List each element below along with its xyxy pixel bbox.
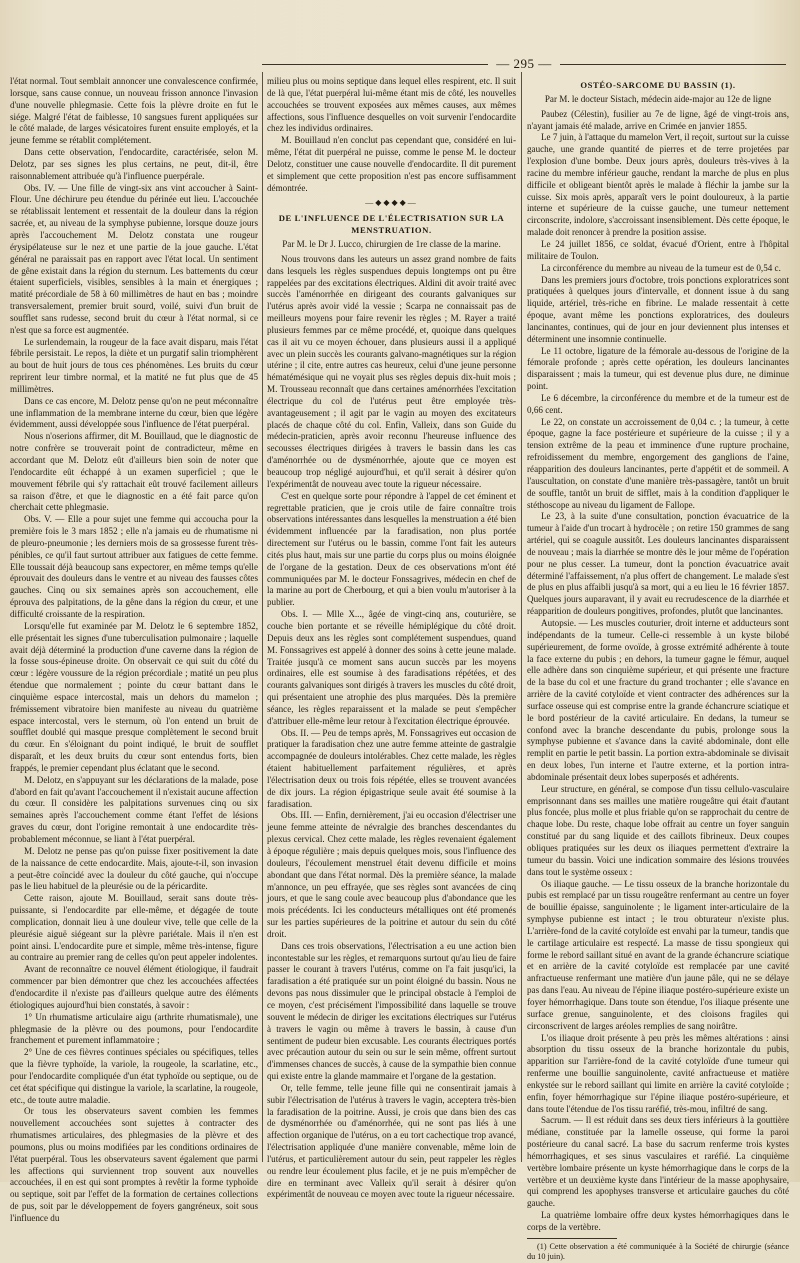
paragraph: Autopsie. — Les muscles couturier, droit interne et adducteurs sont indépendants de la tumeur. Celle-ci ressemble à un kyste bilobé supérieurement, de forme ovoïde, à grosse extrémité adhérente à toute la face externe du pubis ; en dehors, la tumeur gagne le fémur, auquel elle adhère dans son cinquième supérieur, et qui présente une fracture de la base du col et une fracture du grand trochanter ; elle s'avance en arrière de la cavité cotyloïde et vient contracter des adhérences sur la surface osseuse qui est comprise entre la grande échancrure sciatique et le bord postérieur de la cavité articulaire. En dedans, la tumeur se confond avec la branche descendante du pubis, prolonge sous la symphyse pubienne et s'avance dans la cavité abdominale, dont elle remplit en partie le petit bassin. La portion extra-abdominale se divisait en deux lobes, l'un interne et l'autre externe, et la portion intra-abdominale présentait deux lobes superposés et adhérents.: [527, 617, 789, 782]
paragraph: Obs. III. — Enfin, dernièrement, j'ai eu occasion d'électriser une jeune femme atteinte de névralgie des branches descendantes du plexus cervical. Chez cette malade, les règles revenaient également à époque régulière ; mais depuis quelques mois, sous l'influence des douleurs, l'écoulement menstruel était devenu difficile et moins abondant que dans l'état normal. Dès la première séance, la malade m'annonce, un peu effrayée, que ses règles sont avancées de cinq jours, et que le sang coule avec beaucoup plus d'abondance que les mois précédents. Ici les conducteurs métalliques ont été promenés sur les parties supérieures de la poitrine et autour du sein du côté droit.: [267, 810, 516, 939]
paragraph: milieu plus ou moins septique dans lequel elles respirent, etc. Il suit de là que, l'état puerpéral lui-même étant mis de côté, les nouvelles accouchées se trouvent exposées aux mêmes causes, aux mêmes affections, sous l'influence desquelles on voit survenir l'endocardite chez les individus ordinaires.: [267, 76, 516, 134]
header-rule-left: [262, 64, 488, 65]
paragraph: Dans les premiers jours d'octobre, trois ponctions exploratrices sont pratiquées à quelques jours d'intervalle, et donnent issue à du sang liquide, artériel, très-riche en fibrine. Le malade ressentait à cette époque, avant même les ponctions exploratrices, des douleurs lancinantes, continues, qui de jour en jour deviennent plus intenses et déterminent une insomnie continuelle.: [527, 274, 789, 344]
section-author: Par M. le docteur Sistach, médecin aide-major au 12e de ligne: [544, 93, 772, 104]
page-header: [262, 56, 786, 72]
paragraph: Le 22, on constate un accroissement de 0,04 c. ; la tumeur, à cette époque, gagne la face postérieure et supérieure de la cuisse ; il y a tension extrême de la peau et imminence d'une rupture prochaine, refroidissement du membre, engorgement des ganglions de l'aine, réapparition des douleurs lancinantes, perte d'appétit et de sommeil. A l'auscultation, on constate d'une manière très-passagère, tantôt un bruit de souffle, tantôt un bruit de sifflet, mais à la condition d'appliquer le stéthoscope au niveau du ligament de Fallope.: [527, 416, 789, 510]
paragraph: 1° Un rhumatisme articulaire aigu (arthrite rhumatismale), une phlegmasie de la plèvre ou des poumons, pour l'endocardite franchement et purement inflammatoire ;: [10, 1011, 258, 1046]
paragraph: M. Delotz ne pense pas qu'on puisse fixer positivement la date de la naissance de cette endocardite. Mais, ajoute-t-il, son invasion a peut-être coïncidé avec la douleur du côté gauche, qui n'occupe pas le lieu habituel de la pleurésie ou de la péricardite.: [10, 845, 258, 892]
paragraph: Le 6 décembre, la circonférence du membre et de la tumeur est de 0,66 cent.: [527, 392, 789, 415]
paragraph: Dans ce cas encore, M. Delotz pense qu'on ne peut méconnaître une inflammation de la membrane interne du cœur, bien que légère évidemment, aussi développée sous l'influence de l'état puerpéral.: [10, 395, 258, 430]
paragraph: 2° Une de ces fièvres continues spéciales ou spécifiques, telles que la fièvre typhoïde, la variole, la rougeole, la scarlatine, etc., pour l'endocardite compliquée d'un état typhoïde ou septique, ou de cet état spécifique qui distingue la variole, la scarlatine, la rougeole, etc., de toute autre maladie.: [10, 1047, 258, 1105]
paragraph: Cette raison, ajoute M. Bouillaud, serait sans doute très-puissante, si l'endocardite par elle-même, et dégagée de toute complication, donnait lieu à une douleur vive, telle que celle de la pleurésie aiguë siégeant sur la plèvre pariétale. Mais il n'en est point ainsi. L'endocardite pure et simple, même très-intense, figure au contraire au premier rang de celles qu'on peut appeler indolentes.: [10, 893, 258, 963]
page-number: — 295 —: [496, 56, 552, 71]
paragraph: Obs. II. — Peu de temps après, M. Fonssagrives eut occasion de pratiquer la faradisation chez une autre femme atteinte de gastralgie accompagnée de douleurs intolérables. Chez cette malade, les règles étaient habituellement parfaitement régulières, et après l'électrisation deux ou trois fois répétée, elles se trouvent avancées de dix jours. La région épigastrique seule avait été soumise à la faradisation.: [267, 727, 516, 809]
paragraph: Le 11 octobre, ligature de la fémorale au-dessous de l'origine de la fémorale profonde ; après cette opération, les douleurs lancinantes disparaissent ; mais la tumeur, qui est devenue plus dure, ne diminue point.: [527, 345, 789, 392]
paragraph: Sacrum. — Il est réduit dans ses deux tiers inférieurs à la gouttière médiane, constituée par la lamelle osseuse, qui forme la paroi postérieure du canal sacré. La base du sacrum renferme trois kystes hémorrhagiques, et ses sinus vasculaires et raréfié. La cinquième vertèbre lombaire présente un kyste hémorrhagique dans le corps de la vertèbre et un deuxième kyste dans l'intérieur de la masse apophysaire, qui comprend les apophyses transverse et articulaire gauches du côté gauche.: [527, 1115, 789, 1209]
paragraph: Os iliaque gauche. — Le tissu osseux de la branche horizontale du pubis est remplacé par un tissu rougeâtre renfermant au centre un foyer de bouillie épaisse, sanguinolente ; le ligament inter-articulaire de la symphyse pubienne est intact ; le trou obturateur n'existe plus. L'arrière-fond de la cavité cotyloïde est envahi par la tumeur, tandis que le cartilage articulaire est respecté. La masse de tissu spongieux qui forme le rebord saillant situé en avant de la grande échancrure sciatique et en arrière de la cavité cotyloïde est remplacée par une cavité anfractueuse renfermant une matière d'un jaune pâle, qui ne se délaye pas dans l'eau. Au niveau de l'épine iliaque postéro-supérieure existe un foyer hémorrhagique. Dans toute son étendue, l'os iliaque présente une surface grenue, sanguinolente, et des cloisons fragiles qui circonscrivent de larges aréoles remplies de sang noirâtre.: [527, 878, 789, 1031]
paragraph: Or tous les observateurs savent combien les femmes nouvellement accouchées sont sujettes à contracter des rhumatismes articulaires, des phlegmasies de la plèvre et des poumons, plus ou moins modifiées par les conditions ordinaires de l'état puerpéral. Tous les observateurs savent également que parmi les affections qui surviennent trop souvent aux nouvelles accouchées, il en est qui sont promptes à revêtir la forme typhoïde ou septique, soit par l'effet de la formation de certaines collections de pus, soit par le développement de foyers gangréneux, soit sous l'influence du: [10, 1106, 258, 1223]
column-left: [10, 76, 258, 1223]
paragraph: Dans ces trois observations, l'électrisation a eu une action bien incontestable sur les règles, et remarquons surtout qu'au lieu de faire passer le courant à travers l'utérus, comme on l'a fait jusqu'ici, la faradisation a été pratiquée sur un point éloigné du bassin. Nous ne devons pas nous dissimuler que le principal obstacle à l'emploi de ce moyen, c'est précisément l'impossibilité dans laquelle se trouve souvent le médecin de diriger les excitations électriques sur l'utérus à travers le vagin ou même à travers le bassin, à cause d'un sentiment de pudeur bien excusable. Les courants électriques portés avec précaution autour du sein ou sur le sein même, offrent surtout d'immenses chances de succès, à cause de la sympathie bien connue qui existe entre la glande mammaire et l'organe de la gestation.: [267, 940, 516, 1082]
section-ornament: —◆◆◆◆—: [365, 198, 418, 208]
paragraph: Or, telle femme, telle jeune fille qui ne consentirait jamais à subir l'électrisation de l'utérus à travers le vagin, acceptera très-bien la faradisation de la poitrine. Aussi, je crois que dans bien des cas de dysménorrhée ou d'aménorrhée, qui ne sont pas liés à une affection organique de l'utérus, on a eu tort cachectique trop avancé, l'électrisation appliquée d'une manière convenable, même loin de l'utérus, et particulièrement autour du sein, peut rappeler les règles ou rendre leur écoulement plus facile, et je ne puis m'empêcher de dire en terminant avec Valleix qu'il serait à désirer qu'on expérimentât de nouveau ce moyen avec toute la rigueur nécessaire.: [267, 1082, 516, 1200]
paragraph: l'état normal. Tout semblait annoncer une convalescence confirmée, lorsque, sans cause connue, un nouveau frisson annonce l'invasion d'une nouvelle phlegmasie. Cette fois la plèvre droite en fut le siége. Malgré l'état de faiblesse, 10 sangsues furent appliquées sur le côté malade, de larges vésicatoires furent ensuite employés, et la jeune femme se rétablit complétement.: [10, 76, 258, 146]
paragraph: C'est en quelque sorte pour répondre à l'appel de cet éminent et regrettable praticien, que je crois utile de faire connaître trois observations intéressantes dans lesquelles la menstruation a été bien évidemment influencée par la faradisation, non plus portée directement sur l'utérus ou le bassin, comme l'ont fait les auteurs cités plus haut, mais sur une partie du corps plus ou moins éloignée de l'organe de la gestation. Deux de ces observations m'ont été communiquées par M. le docteur Fonssagrives, médecin en chef de la marine au port de Cherbourg, et qui a bien voulu m'autoriser à la publier.: [267, 490, 516, 608]
paragraph: La circonférence du membre au niveau de la tumeur est de 0,54 c.: [541, 262, 781, 273]
column-divider-1: [262, 72, 263, 1162]
paragraph: M. Delotz, en s'appuyant sur les déclarations de la malade, pose d'abord en fait qu'avant l'accouchement il n'existait aucune affection du cœur. Il considère les palpitations survenues cinq ou six semaines après l'accouchement comme étant l'effet de lésions graves du cœur, dont l'origine remontait à une endocardite très-probablement méconnue, se liant à l'état puerpéral.: [10, 774, 258, 844]
paragraph: Avant de reconnaître ce nouvel élément étiologique, il faudrait commencer par bien démontrer que chez les accouchées affectées d'endocardite il n'existe pas d'ailleurs quelque autre des éléments étiologiques aujourd'hui bien constatés, à savoir :: [10, 964, 258, 1010]
column-middle: [267, 76, 516, 1200]
paragraph: Obs. I. — Mlle X..., âgée de vingt-cinq ans, couturière, se couche bien portante et se réveille hémiplégique du côté droit. Depuis deux ans les règles sont complétement suspendues, quand M. Fonssagrives est appelé à donner des soins à cette jeune malade. Traitée jusqu'à ce moment sans aucun succès par les moyens ordinaires, elle est soumise à des faradisations répétées, et des courants galvaniques sont dirigés à travers les muscles du côté droit, qui présentaient une atrophie des plus marquées. Dès la première séance, les règles reparaissent et la malade se peut s'empêcher d'attribuer elle-même leur retour à l'excitation électrique éprouvée.: [267, 609, 516, 726]
footnote: (1) Cette observation a été communiquée à la Société de chirurgie (séance du 10 juin).: [527, 1241, 789, 1262]
section-author: Par M. le Dr J. Lucco, chirurgien de 1re classe de la marine.: [282, 238, 501, 249]
paragraph: Obs. IV. — Une fille de vingt-six ans vint accoucher à Saint-Flour. Une déchirure peu étendue du périnée eut lieu. L'accouchée se rétablissait lentement et ressentait de la douleur dans la région sacrée, et, au niveau de la symphyse pubienne, lorsque douze jours après l'accouchement M. Delotz constata une rougeur érysipélateuse sur le nez et une partie de la joue gauche. L'état général ne paraissait pas en rapport avec l'état local. Un sentiment de gêne existait dans la région du sternum. Les battements du cœur étaient superficiels, visibles, sensibles à la main et énergiques ; matité précordiale de 58 à 60 millimètres de haut en bas ; moindre transversalement, premier bruit sourd, voilé, suivi d'un bruit de soufflet sans rudesse, second bruit du cœur à l'état normal, si ce n'est que sa force est augmentée.: [10, 182, 258, 335]
paragraph: Leur structure, en général, se compose d'un tissu cellulo-vasculaire emprisonnant dans ses mailles une matière rougeâtre qui était d'autant plus foncée, plus molle et plus friable qu'on se rapprochait du centre de chaque lobe. Du reste, chaque lobe offrait au centre un foyer sanguin constitué par du sang liquide et des caillots fibrineux. Deux coupes obliques pratiquées sur les deux os iliaques permettent d'extraire la tumeur du bassin. Voici une indication sommaire des lésions trouvées dans tout le système osseux :: [527, 783, 789, 877]
paragraph: Paubez (Célestin), fusilier au 7e de ligne, âgé de vingt-trois ans, n'ayant jamais été malade, arrive en Crimée en janvier 1855.: [527, 108, 789, 131]
section-title: DE L'INFLUENCE DE L'ÉLECTRISATION SUR LA MENSTRUATION.: [278, 213, 505, 236]
section-title: OSTÉO-SARCOME DU BASSIN (1).: [580, 80, 736, 90]
paragraph: Dans cette observation, l'endocardite, caractérisée, selon M. Delotz, par ses signes les plus certains, ne peut, dit-il, être raisonnablement attribuée qu'à l'influence puerpérale.: [10, 147, 258, 181]
paragraph: L'os iliaque droit présente à peu près les mêmes altérations : ainsi absorption du tissu osseux de la branche horizontale du pubis, apparition sur l'arrière-fond de la cavité cotyloïde d'une tumeur qui renferme une bouillie sanguinolente, cavité anfractueuse et matière enkystée sur le rebord saillant qui limite en arrière la cavité cotyloïde ; enfin, foyer hémorrhagique sur l'épine iliaque postéro-supérieure, et dans toute l'étendue de l'os tissu raréfié, très-mou, infiltré de sang.: [527, 1032, 789, 1114]
paragraph: Le 24 juillet 1856, ce soldat, évacué d'Orient, entre à l'hôpital militaire de Toulon.: [527, 238, 789, 261]
paragraph: Lorsqu'elle fut examinée par M. Delotz le 6 septembre 1852, elle présentait les signes d'une tuberculisation pulmonaire ; laquelle avait déjà déterminé la production d'une caverne dans la région de la fosse sous-épineuse droite. On observait ce qui suit du côté du cœur : légère voussure de la région précordiale ; matité un peu plus étendue que normalement ; pointe du cœur battant dans le cinquième espace intercostal, mais un dehors du mamelon ; frémissement vibratoire bien manifeste au niveau du quatrième espace intercostal, vers le sternum, où l'on entend un bruit de soufflet doublé qui masque presque complètement le second bruit du cœur. En s'éloignant du point indiqué, le bruit de soufflet disparaît, et les deux bruits du cœur sont entendus forts, bien frappés, le premier cependant plus éclatant que le second.: [10, 620, 258, 773]
paragraph: Obs. V. — Elle a pour sujet une femme qui accoucha pour la première fois le 3 mars 1852 ; elle n'a jamais eu de rhumatisme ni de pleuro-pneumonie ; les derniers mois de sa grossesse furent très-pénibles, ce qu'il faut surtout attribuer aux fatigues de cette femme. Elle toussait déjà beaucoup sans expectorer, en même temps qu'elle éprouvait des douleurs dans le ventre et au niveau des fausses côtes gauches. Cinq ou six semaines après son accouchement, elle éprouva des palpitations, de la gêne dans la région du cœur, et une difficulté croissante de la respiration.: [10, 514, 258, 619]
paragraph: Nous trouvons dans les auteurs un assez grand nombre de faits dans lesquels les règles suspendues depuis longtemps ont pu être rappelées par des excitations électriques. Aldini dit avoir traité avec succès l'aménorrhée en dirigeant des courants galvaniques sur l'utérus après avoir vidé la vessie ; Scarpa ne connaissait pas de meilleurs moyens pour faire revenir les règles ; M. Rayer a traité plusieurs femmes par ce même procédé, et, quoique dans quelques cas il ait vu ce moyen échouer, dans plusieurs aussi il a appliqué avec un plein succès les courants galvano-magnétiques sur la région utérine ; il cite, entre autres cas heureux, celui d'une jeune personne hématémésique qui ne voyait plus ses règles depuis dix-huit mois ; M. Trousseau reconnaît que dans certaines aménorrhées l'excitation électrique du col de l'utérus peut être employée très-avantageusement ; il agit par le vagin au moyen des excitateurs placés de chaque côté du col. Enfin, Valleix, dans son Guide du médecin-praticien, après avoir reconnu l'heureuse influence des secousses électriques dirigées à travers le bassin dans les cas d'aménorrhée ou de dysménorrhée, ajoute que ce moyen est beaucoup trop négligé aujourd'hui, et qu'il serait à désirer qu'on l'expérimentât de nouveau avec toute la rigueur nécessaire.: [267, 253, 516, 489]
footnote-rule: [527, 1238, 617, 1239]
paragraph: Nous n'oserions affirmer, dit M. Bouillaud, que le diagnostic de notre confrère se trouverait point de contradicteur, même en accordant que M. Delotz eût d'ailleurs bien soin de noter que l'endocardite eût échappé à un examen superficiel ; que le mouvement fébrile qui s'y rattachait eût trouvé facilement ailleurs sa raison d'être, et que le diagnostic en a été fait parce qu'on cherchait cette phlegmasie.: [10, 431, 258, 513]
column-right: [527, 76, 789, 1262]
paragraph: M. Bouillaud n'en conclut pas cependant que, considéré en lui-même, l'état dit puerpéral ne puisse, comme le pense M. le docteur Delotz, constituer une cause nouvelle d'endocardite. Il dit purement et simplement que cette proposition n'est pas encore suffisamment démontrée.: [267, 135, 516, 193]
paragraph: Le surlendemain, la rougeur de la face avait disparu, mais l'état fébrile persistait. Le repos, la diète et un purgatif salin triomphèrent au bout de huit jours de tous ces phénomènes. Les bruits du cœur reprirent leur timbre normal, et la matité ne fut plus que de 45 millimètres.: [10, 336, 258, 394]
paragraph: Le 7 juin, à l'attaque du mamelon Vert, il reçoit, surtout sur la cuisse gauche, une grande quantité de pierres et de terre projetées par l'explosion d'une bombe. Deux jours après, douleurs très-vives à la racine du membre inférieur gauche, rendant la marche de plus en plus difficile et obligeant bientôt après le malade à fléchir la jambe sur la cuisse. Six mois après, apparaît vers le point douloureux, à la partie interne et supérieure de la cuisse gauche, une tumeur nettement circonscrite, indolore, s'accroissant insensiblement. Dès cette époque, le malade doit renoncer à prendre la position assise.: [527, 132, 789, 238]
header-rule-right: [560, 64, 786, 65]
paragraph: Le 23, à la suite d'une consultation, ponction évacuatrice de la tumeur à l'aide d'un trocart à hydrocèle ; on retire 150 grammes de sang artériel, qui se coagule aussitôt. Les douleurs lancinantes disparaissent de nouveau ; mais la diarrhée se montre dès le jour même de l'opération pour ne plus cesser. La tumeur, dont la ponction évacuatrice avait déterminé l'affaissement, n'a plus offert de changement. Le malade s'est de plus en plus affaibli jusqu'à sa mort, qui a eu lieu le 16 février 1857. Quelques jours auparavant, il y avait eu recrudescence de la diarrhée et réapparition de douleurs pongitives, profondes, plutôt que lancinantes.: [527, 511, 789, 617]
column-divider-2: [521, 72, 522, 1162]
paragraph: La quatrième lombaire offre deux kystes hémorrhagiques dans le corps de la vertèbre.: [527, 1210, 789, 1232]
